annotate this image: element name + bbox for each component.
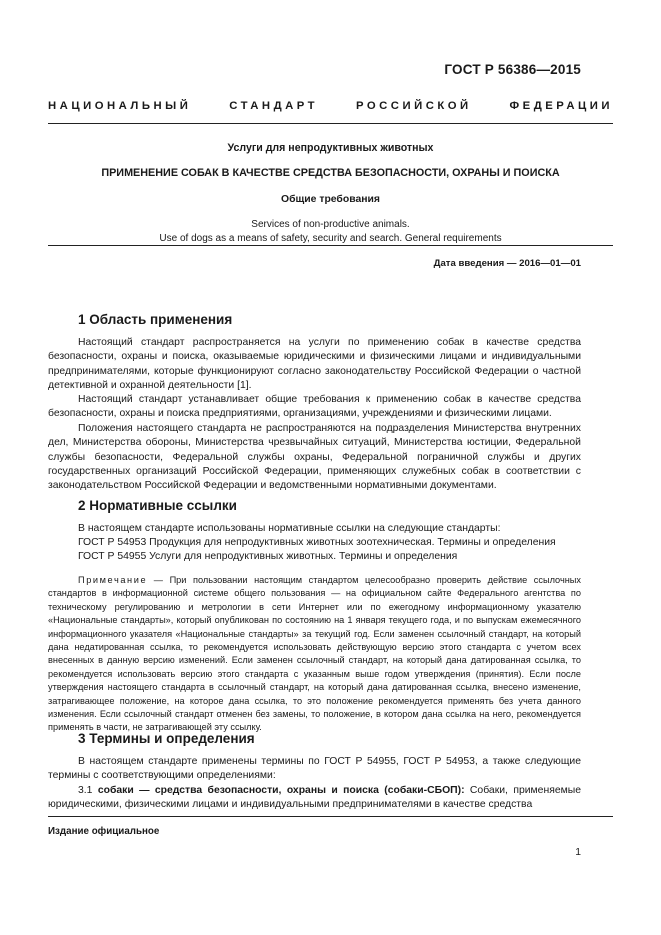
title-english	[48, 218, 613, 246]
title-main: ПРИМЕНЕНИЕ СОБАК В КАЧЕСТВЕ СРЕДСТВА БЕЗОПАСНОСТИ, ОХРАНЫ И ПОИСКА	[101, 167, 560, 179]
section1-paragraph-2: Настоящий стандарт устанавливает общие требования к применению собак в качестве средства безопасности, охраны и поиска предприятиями, организациями, учреждениями и физическими лицами.	[48, 394, 581, 420]
section2-heading: 2 Нормативные ссылки	[78, 498, 237, 513]
term-name: собаки — средства безопасности, охраны и поиска (собаки-СБОП):	[97, 785, 465, 796]
divider-title	[48, 245, 613, 246]
title-general: Общие требования	[281, 194, 380, 205]
note-text: — При пользовании настоящим стандартом целесообразно проверить действие ссылочных стандартов в информационной системе общего пользования — на официальном сайте Федерального агентства по техническому регулированию и метрологии в сети Интернет или по ежегодному информационному указателю «Национальные стандарты», который опубликован по состоянию на 1 января текущего года, и по выпускам ежемесячного информационного указателя «Национальные стандарты» за текущий год. Если заменен ссылочный стандарт, на который дана недатированная ссылка, то рекомендуется использовать действующую версию этого стандарта с учетом всех внесенных в данную версию изменений. Если заменен ссылочный стандарт, на который дана датированная ссылка, то рекомендуется использовать версию этого стандарта с указанным выше годом утверждения (принятия). Если после утверждения настоящего стандарта в ссылочный стандарт, на который дана датированная ссылка, внесено изменение, затрагивающее положение, на которое дана ссылка, то это положение рекомендуется применять без учета данного изменения. Если ссылочный стандарт отменен без замены, то положение, в котором дана ссылка на него, рекомендуется применять в части, не затрагивающей эту ссылку.	[48, 575, 581, 733]
section3-intro: В настоящем стандарте применены термины по ГОСТ Р 54955, ГОСТ Р 54953, а также следующие термины с соответствующими определениями:	[48, 756, 581, 782]
introduction-date: Дата введения — 2016—01—01	[433, 258, 581, 269]
section2-intro: В настоящем стандарте использованы нормативные ссылки на следующие стандарты:	[78, 523, 501, 534]
title-english-line1: Services of non-productive animals.	[251, 219, 410, 230]
term-number: 3.1	[78, 785, 98, 796]
title-english-line2: Use of dogs as a means of safety, security and search. General requirements	[159, 233, 502, 244]
section3-heading: 3 Термины и определения	[78, 731, 255, 746]
edition-label: Издание официальное	[48, 826, 160, 837]
document-number: ГОСТ Р 56386—2015	[444, 62, 581, 77]
divider-top	[48, 123, 613, 124]
divider-footer	[48, 816, 613, 817]
reference-gost-54955: ГОСТ Р 54955 Услуги для непродуктивных животных. Термины и определения	[78, 551, 458, 562]
title-services: Услуги для непродуктивных животных	[227, 142, 434, 154]
section2-note	[48, 574, 581, 735]
term-3-1	[48, 784, 581, 813]
reference-gost-54953: ГОСТ Р 54953 Продукция для непродуктивных животных зоотехническая. Термины и определения	[78, 537, 556, 548]
section1-paragraph-1: Настоящий стандарт распространяется на услуги по применению собак в качестве средства безопасности, охраны и поиска, оказываемые юридическими и физическими лицами и индивидуальными предпринимателями, которые функционируют согласно законодательству Российской Федерации о частной детективной и охранной деятельности [1].	[48, 337, 581, 391]
section1-paragraph-3: Положения настоящего стандарта не распространяются на подразделения Министерства внутренних дел, Министерства обороны, Министерства чрезвычайных ситуаций, Министерства юстиции, Федеральной службы безопасности, Федеральной службы охраны, Федеральной пограничной службы и других государственных организаций Российской Федерации, применяющих служебных собак в соответствии с законодательством Российской Федерации и ведомственными нормативными документами.	[48, 423, 581, 492]
section1-heading: 1 Область применения	[78, 312, 233, 327]
page-number: 1	[575, 847, 581, 858]
national-standard-banner: НАЦИОНАЛЬНЫЙ СТАНДАРТ РОССИЙСКОЙ ФЕДЕРАЦИИ	[48, 100, 613, 112]
note-label: Примечание	[78, 575, 148, 585]
term-definition: Собаки, применяемые юридическими, физическими лицами и индивидуальными предпринимателями в качестве средства	[48, 785, 581, 811]
